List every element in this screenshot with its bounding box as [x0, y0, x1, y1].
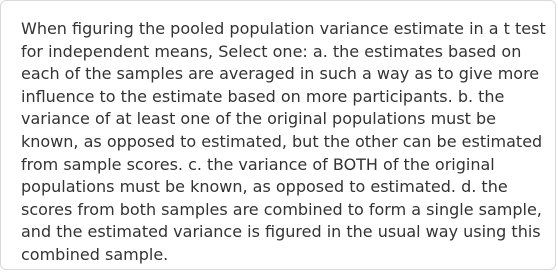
question-text: When figuring the pooled population variance estimate in a t test for independent means, Select one: a. the estimates based on each of the samples are averaged in such a way as to give more influence to the estimate based on more participants. b. the variance of at least one of the original populations must be known, as opposed to estimated, but the other can be estimated from sample scores. c. the variance of BOTH of the original populations must be known, as opposed to estimated. d. the scores from both samples are combined to form a single sample, and the estimated variance is figured in the usual way using this combined sample. — [21, 19, 546, 264]
